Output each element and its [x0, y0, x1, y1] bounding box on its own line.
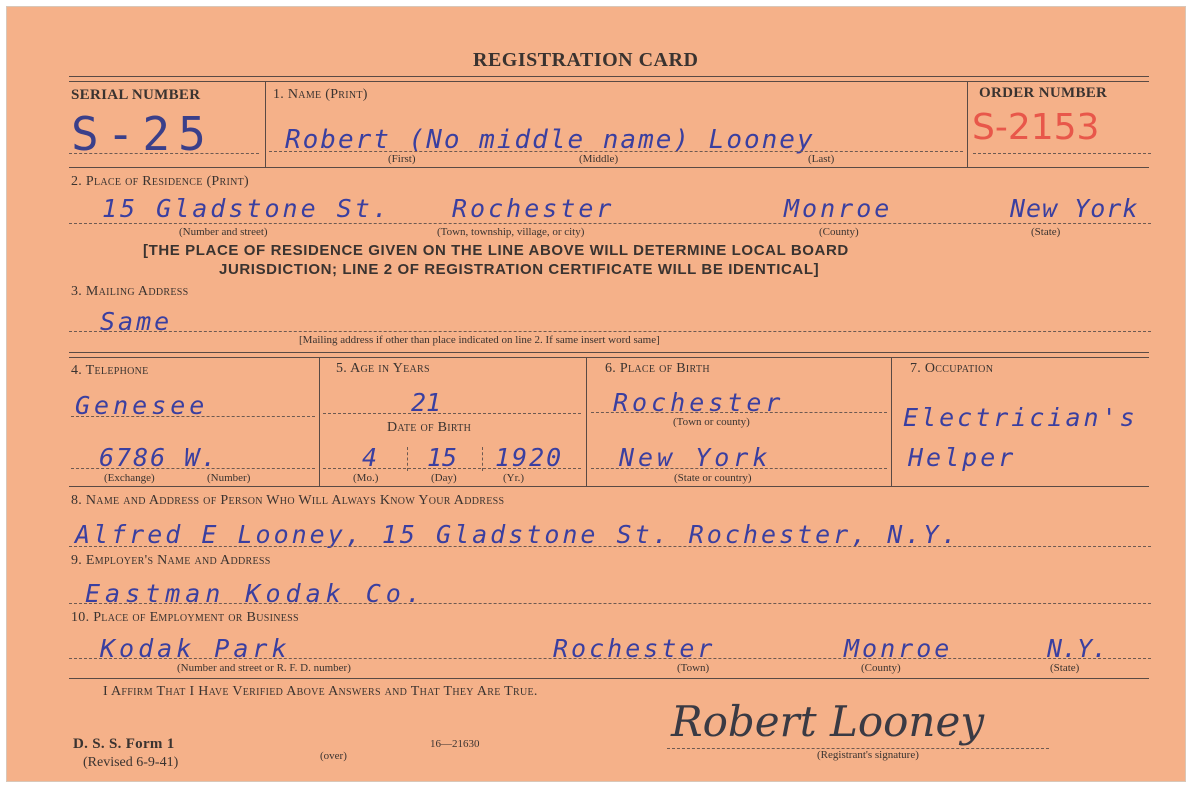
rule: [69, 167, 1149, 168]
contact-line: [69, 546, 1151, 547]
signature-label: (Registrant's signature): [817, 749, 919, 761]
order-number-value: S-2153: [972, 107, 1100, 148]
divider: [265, 81, 266, 167]
residence-label: 2. Place of Residence (Print): [71, 174, 249, 189]
serial-number-label: SERIAL NUMBER: [71, 87, 201, 103]
telephone-exchange: Genesee: [75, 391, 209, 420]
birthplace-state: New York: [619, 443, 772, 472]
contact-label: 8. Name and Address of Person Who Will Always Know Your Address: [71, 493, 505, 508]
employer-value: Eastman Kodak Co.: [85, 579, 426, 608]
form-code: 16—21630: [430, 738, 480, 750]
affirmation: I Affirm That I Have Verified Above Answers and That They Are True.: [103, 684, 538, 699]
employment-county: Monroe: [844, 634, 953, 663]
birthplace-town: Rochester: [613, 388, 785, 417]
mailing-line: [69, 331, 1151, 332]
sub-exchange: (Exchange): [104, 472, 155, 484]
occupation-label: 7. Occupation: [910, 361, 994, 376]
age-label: 5. Age in Years: [336, 361, 430, 376]
sub-day: (Day): [431, 472, 457, 484]
serial-line: [69, 153, 259, 154]
sub-number: (Number): [207, 472, 251, 484]
rule: [69, 357, 1149, 358]
sub-employment-county: (County): [861, 662, 901, 674]
employment-label: 10. Place of Employment or Business: [71, 610, 299, 625]
sub-last: (Last): [808, 153, 835, 165]
registration-card: [6, 6, 1186, 782]
serial-number-value: S-25: [71, 107, 214, 161]
name-line: [269, 151, 963, 152]
registrant-signature: Robert Looney: [671, 697, 985, 746]
mailing-label: 3. Mailing Address: [71, 284, 189, 299]
rule: [69, 81, 1149, 82]
sub-town-county: (Town or county): [673, 416, 750, 428]
sub-state-country: (State or country): [674, 472, 752, 484]
contact-value: Alfred E Looney, 15 Gladstone St. Rochester, N.Y.: [75, 520, 960, 549]
age-value: 21: [411, 388, 442, 417]
sub-employment-town: (Town): [677, 662, 710, 674]
residence-state: New York: [1010, 194, 1139, 223]
employer-line: [69, 603, 1151, 604]
form-name: D. S. S. Form 1: [73, 736, 175, 752]
telephone-number: 6786 W.: [99, 443, 219, 472]
form-over: (over): [320, 750, 347, 762]
rule: [69, 352, 1149, 353]
rule: [69, 486, 1149, 487]
employment-state: N.Y.: [1047, 634, 1108, 663]
sub-street: (Number and street): [179, 226, 268, 238]
dob-day: 15: [427, 443, 458, 472]
divider: [319, 357, 320, 487]
birthplace-line-2: [591, 468, 887, 469]
sub-employment-street: (Number and street or R. F. D. number): [177, 662, 351, 674]
sub-first: (First): [388, 153, 416, 165]
sub-county: (County): [819, 226, 859, 238]
divider: [586, 357, 587, 487]
mailing-note: [Mailing address if other than place indicated on line 2. If same insert word same]: [299, 334, 660, 346]
occupation-line-1: Electrician's: [903, 403, 1138, 432]
age-line: [323, 413, 581, 414]
rule: [69, 76, 1149, 77]
sub-yr: (Yr.): [503, 472, 525, 484]
name-value: Robert (No middle name) Looney: [285, 125, 815, 155]
dob-separator: [482, 447, 483, 471]
telephone-line-1: [71, 416, 315, 417]
rule: [69, 678, 1149, 679]
jurisdiction-notice-1: [THE PLACE OF RESIDENCE GIVEN ON THE LINE ABOVE WILL DETERMINE LOCAL BOARD: [143, 242, 849, 259]
residence-county: Monroe: [784, 194, 893, 223]
residence-line: [69, 223, 1151, 224]
divider: [891, 357, 892, 487]
employment-street: Kodak Park: [100, 634, 291, 663]
dob-line: [323, 468, 581, 469]
card-title: REGISTRATION CARD: [473, 49, 699, 71]
telephone-label: 4. Telephone: [71, 363, 149, 378]
telephone-line-2: [71, 468, 315, 469]
name-label: 1. Name (Print): [273, 87, 368, 102]
occupation-line-2: Helper: [908, 443, 1017, 472]
sub-employment-state: (State): [1050, 662, 1080, 674]
form-revised: (Revised 6-9-41): [83, 755, 179, 770]
order-line: [973, 153, 1151, 154]
employment-town: Rochester: [553, 634, 716, 663]
jurisdiction-notice-2: JURISDICTION; LINE 2 OF REGISTRATION CERTIFICATE WILL BE IDENTICAL]: [219, 261, 820, 278]
residence-street: 15 Gladstone St.: [102, 194, 391, 223]
birthplace-line-1: [591, 412, 887, 413]
dob-label: Date of Birth: [387, 420, 472, 435]
sub-middle: (Middle): [579, 153, 619, 165]
residence-city: Rochester: [452, 194, 615, 223]
employer-label: 9. Employer's Name and Address: [71, 553, 271, 568]
order-number-label: ORDER NUMBER: [979, 85, 1108, 101]
sub-city: (Town, township, village, or city): [437, 226, 585, 238]
mailing-value: Same: [100, 307, 173, 336]
dob-year: 1920: [495, 443, 564, 472]
sub-state: (State): [1031, 226, 1061, 238]
sub-mo: (Mo.): [353, 472, 379, 484]
birthplace-label: 6. Place of Birth: [605, 361, 710, 376]
dob-separator: [407, 447, 408, 471]
divider: [967, 81, 968, 167]
employment-line: [69, 658, 1151, 659]
dob-month: 4: [362, 443, 378, 472]
